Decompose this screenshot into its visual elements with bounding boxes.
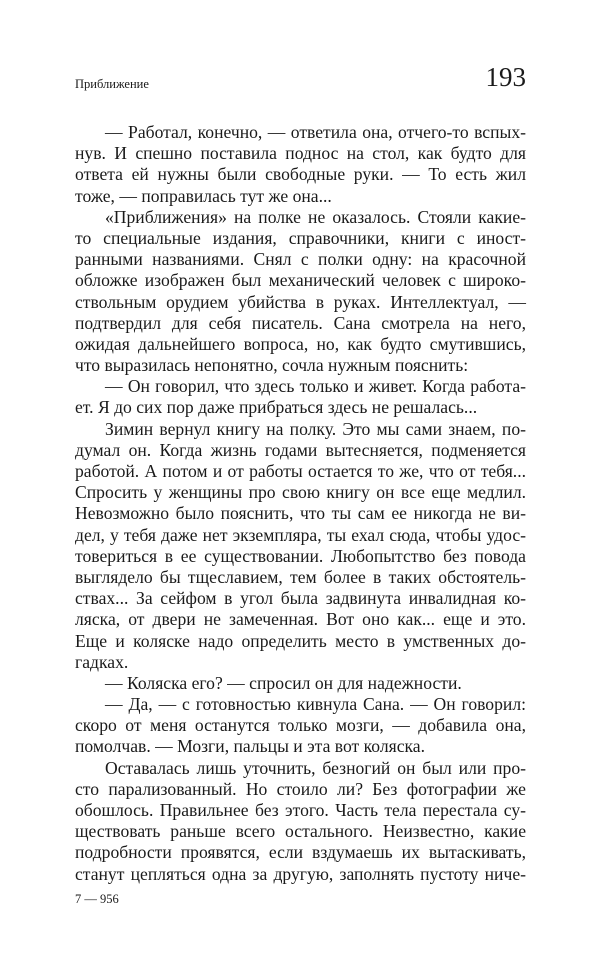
body-text (75, 122, 526, 885)
text-line: ет. Я до сих пор даже прибраться здесь не решалась... (75, 397, 478, 418)
paragraph (75, 673, 526, 694)
paragraph (75, 376, 526, 418)
text-line: выглядело бы тщеславием, тем более в таких обстоятель- (75, 566, 526, 587)
text-line: нув. И спешно поставила поднос на стол, как будто для (75, 143, 526, 164)
text-line: скоро от меня останутся только мозги, — добавила она, (75, 715, 526, 736)
printer-signature: 7 — 956 (75, 892, 119, 906)
text-line: ранными названиями. Снял с полки одну: на красочной (75, 249, 526, 270)
text-line: Еще и коляске надо определить место в умственных до- (75, 630, 526, 651)
paragraph (75, 207, 526, 377)
paragraph (75, 758, 526, 885)
text-line: думал он. Когда жизнь годами вытесняется, подменяется (75, 439, 526, 460)
text-line: Спросить у женщины про свою книгу он все еще медлил. (75, 482, 526, 503)
text-line: дел, у тебя даже нет экземпляра, ты ехал сюда, чтобы удос- (75, 524, 526, 545)
text-line: — Работал, конечно, — ответила она, отчего-то вспых- (105, 122, 526, 142)
text-line: ляска, от двери не замеченная. Вот оно как... еще и это. (75, 609, 526, 630)
running-head-title: Приближение (75, 77, 149, 91)
text-line: работой. А потом и от работы остается то же, что от тебя... (75, 461, 526, 481)
text-line: подробности проявятся, если вздумаешь их вытаскивать, (75, 842, 526, 863)
text-line: обошлось. Правильнее без этого. Часть тела перестала су- (75, 800, 526, 820)
text-line: что выразилась непонятно, сочла нужным пояснить: (75, 355, 469, 376)
text-line: помолчав. — Мозги, пальцы и эта вот коляска. (75, 736, 426, 757)
text-line: обложке изображен был механический человек с широко- (75, 270, 526, 291)
text-line: то специальные издания, справочники, книги с иност- (75, 227, 526, 248)
page-number: 193 (485, 62, 526, 92)
text-line: Зимин вернул книгу на полку. Это мы сами знаем, по- (105, 418, 526, 439)
paragraph (75, 694, 526, 758)
text-line: Невозможно было пояснить, что ты сам ее никогда не ви- (75, 503, 526, 524)
text-line: товериться в ее существовании. Любопытство без повода (75, 545, 526, 566)
text-line: ожидая дальнейшего вопроса, но, как будто смутившись, (75, 333, 526, 354)
paragraph (75, 419, 526, 673)
text-line: ществовать раньше всего остального. Неизвестно, какие (75, 821, 526, 842)
text-line: — Да, — с готовностью кивнула Сана. — Он говорил: (105, 694, 526, 715)
text-line: «Приближения» на полке не оказалось. Стояли какие- (105, 206, 526, 227)
text-line: гадках. (75, 651, 129, 672)
text-line: ствах... За сейфом в угол была задвинута инвалидная ко- (75, 588, 526, 609)
text-line: станут цепляться одна за другую, заполнять пустоту ниче- (75, 863, 526, 884)
paragraph (75, 122, 526, 207)
text-line: подтвердил для себя писатель. Сана смотрела на него, (75, 312, 526, 333)
text-line: — Он говорил, что здесь только и живет. Когда работа- (105, 376, 526, 397)
text-line: сто парализованный. Но стоило ли? Без фотографии же (75, 778, 526, 799)
text-line: Оставалась лишь уточнить, безногий он был или про- (105, 757, 526, 778)
text-line: тоже, — поправилась тут же она... (75, 185, 332, 206)
text-line: — Коляска его? — спросил он для надежности. (105, 672, 462, 693)
text-line: ствольным орудием убийства в руках. Интеллектуал, — (75, 291, 526, 312)
text-line: ответа ей нужны были свободные руки. — То есть жил (75, 164, 526, 185)
